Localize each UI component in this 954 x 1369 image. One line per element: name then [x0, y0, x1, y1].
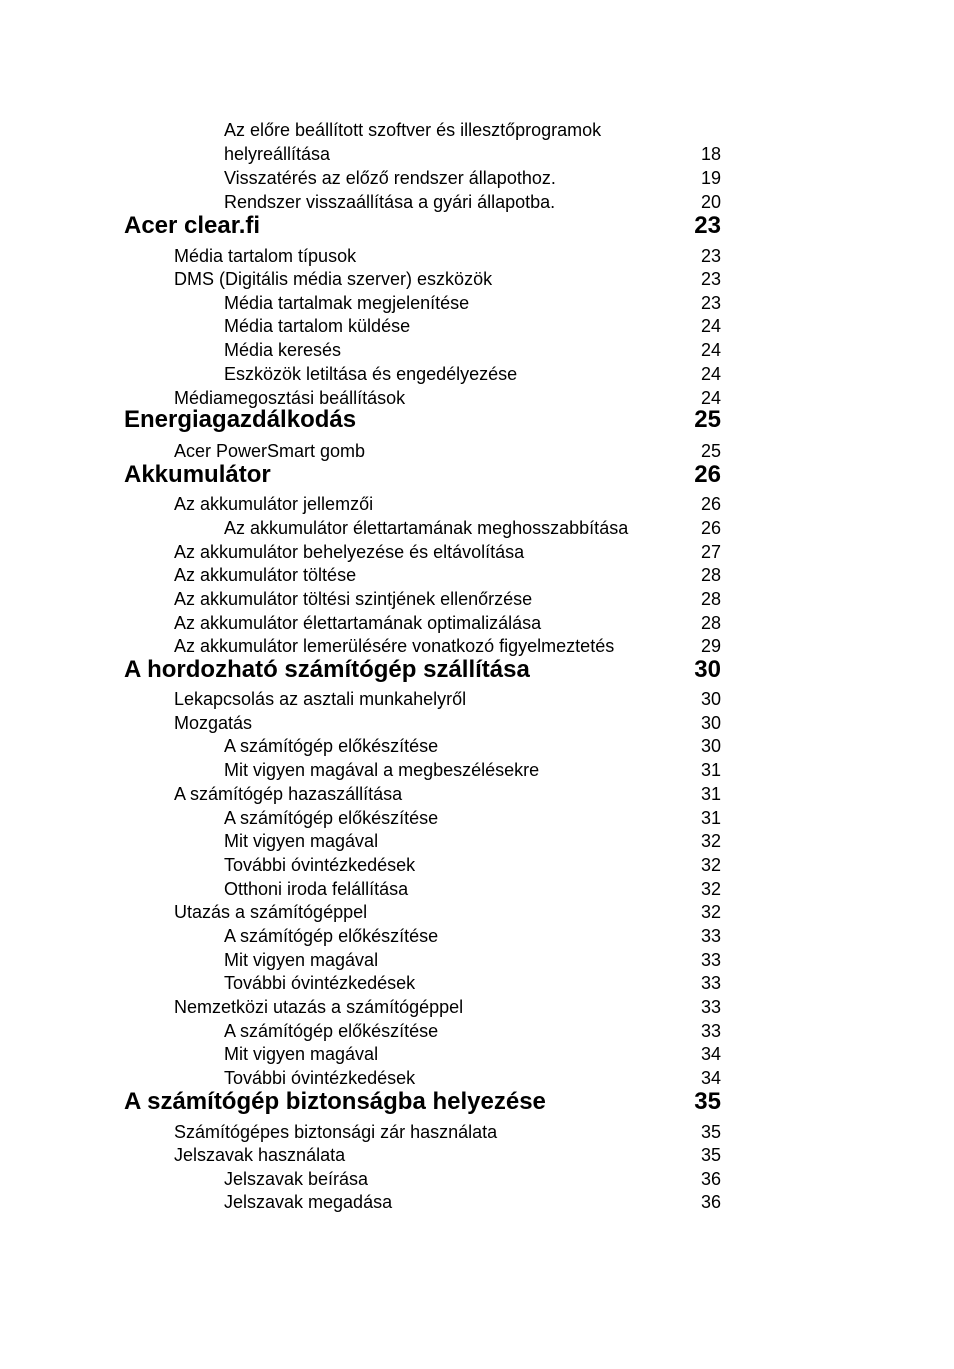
toc-entry-page: 25	[694, 406, 721, 433]
toc-entry-title: Média tartalom típusok	[174, 246, 357, 266]
toc-entry-page: 26	[694, 461, 721, 488]
toc-entry-page: 32	[700, 831, 721, 851]
toc-entry-title: Nemzetközi utazás a számítógéppel	[174, 997, 464, 1017]
toc-entry-page: 35	[694, 1088, 721, 1115]
toc-entry-page: 19	[700, 168, 721, 188]
toc-entry-title: Mit vigyen magával	[224, 831, 379, 851]
toc-entry-page: 23	[700, 246, 721, 266]
toc-entry-page: 36	[700, 1192, 721, 1212]
toc-entry-title: Az akkumulátor töltése	[174, 565, 357, 585]
toc-entry-page: 33	[700, 950, 721, 970]
toc-entry-title: A számítógép előkészítése	[224, 808, 439, 828]
toc-entry-title: További óvintézkedések	[224, 1068, 416, 1088]
toc-entry-title: Rendszer visszaállítása a gyári állapotba.	[224, 192, 556, 212]
toc-entry-title: DMS (Digitális média szerver) eszközök	[174, 269, 493, 289]
toc-entry-title: Acer clear.fi	[124, 212, 261, 239]
toc-entry-page: 33	[700, 973, 721, 993]
toc-entry-title: Visszatérés az előző rendszer állapothoz.	[224, 168, 556, 188]
toc-entry-title: A hordozható számítógép szállítása	[124, 656, 530, 683]
toc-entry-title: Mit vigyen magával a megbeszélésekre	[224, 760, 540, 780]
toc-entry-page: 24	[700, 340, 721, 360]
toc-entry-page: 29	[700, 636, 721, 656]
toc-entry-page: 30	[700, 713, 721, 733]
toc-entry-page: 18	[700, 144, 721, 164]
toc-entry-title: Média keresés	[224, 340, 342, 360]
toc-entry-page: 31	[700, 784, 721, 804]
toc-entry-title: Az akkumulátor töltési szintjének ellenőrzése	[174, 589, 533, 609]
toc-entry-title: Lekapcsolás az asztali munkahelyről	[174, 689, 467, 709]
toc-entry-page: 23	[700, 293, 721, 313]
toc-entry-title: Mit vigyen magával	[224, 950, 379, 970]
toc-entry-title: Az akkumulátor lemerülésére vonatkozó figyelmeztetés	[174, 636, 615, 656]
toc-entry-title: A számítógép előkészítése	[224, 1021, 439, 1041]
toc-entry-page: 35	[700, 1145, 721, 1165]
toc-entry-title: helyreállítása	[224, 144, 331, 164]
toc-entry-title: Energiagazdálkodás	[124, 406, 357, 433]
toc-entry-page: 30	[700, 689, 721, 709]
toc-entry-title: Az előre beállított szoftver és illesztőprogramok	[224, 120, 602, 140]
toc-entry-title: Acer PowerSmart gomb	[174, 441, 366, 461]
toc-entry-page: 23	[700, 269, 721, 289]
toc-entry-page: 26	[700, 494, 721, 514]
toc-entry-page: 36	[700, 1169, 721, 1189]
toc-entry-title: Médiamegosztási beállítások	[174, 388, 406, 408]
toc-entry-title: Akkumulátor	[124, 461, 271, 488]
toc-entry-page: 24	[700, 388, 721, 408]
toc-entry-page: 28	[700, 589, 721, 609]
toc-entry-title: Az akkumulátor behelyezése és eltávolítása	[174, 542, 525, 562]
toc-entry-title: Mozgatás	[174, 713, 253, 733]
toc-entry-page: 30	[700, 736, 721, 756]
toc-entry-page: 34	[700, 1044, 721, 1064]
toc-entry-title: A számítógép hazaszállítása	[174, 784, 403, 804]
toc-entry-title: Számítógépes biztonsági zár használata	[174, 1122, 498, 1142]
toc-entry-title: Az akkumulátor élettartamának meghosszabbítása	[224, 518, 629, 538]
toc-entry-page: 34	[700, 1068, 721, 1088]
toc-entry-title: Jelszavak beírása	[224, 1169, 369, 1189]
toc-entry-page: 32	[700, 855, 721, 875]
toc-entry-title: Média tartalmak megjelenítése	[224, 293, 470, 313]
toc-entry-page: 23	[694, 212, 721, 239]
toc-entry-title: A számítógép előkészítése	[224, 736, 439, 756]
toc-entry-page: 28	[700, 613, 721, 633]
toc-entry-page: 25	[700, 441, 721, 461]
toc-entry-page: 35	[700, 1122, 721, 1142]
toc-entry-title: Otthoni iroda felállítása	[224, 879, 409, 899]
toc-entry-page: 31	[700, 808, 721, 828]
toc-entry-title: További óvintézkedések	[224, 855, 416, 875]
toc-entry-page: 33	[700, 997, 721, 1017]
toc-entry-page: 24	[700, 364, 721, 384]
toc-entry-page: 24	[700, 316, 721, 336]
toc-entry-page: 30	[694, 656, 721, 683]
toc-entry-title: A számítógép biztonságba helyezése	[124, 1088, 546, 1115]
toc-entry-page: 32	[700, 902, 721, 922]
toc-entry-page: 32	[700, 879, 721, 899]
toc-entry-title: Az akkumulátor élettartamának optimalizálása	[174, 613, 542, 633]
toc-entry-title: Eszközök letiltása és engedélyezése	[224, 364, 518, 384]
toc-entry-page: 31	[700, 760, 721, 780]
toc-entry-page: 20	[700, 192, 721, 212]
toc-entry-title: Mit vigyen magával	[224, 1044, 379, 1064]
toc-entry-title: Média tartalom küldése	[224, 316, 411, 336]
toc-entry-page: 33	[700, 1021, 721, 1041]
toc-entry-page: 26	[700, 518, 721, 538]
toc-entry-title: Az akkumulátor jellemzői	[174, 494, 374, 514]
toc-entry-title: A számítógép előkészítése	[224, 926, 439, 946]
toc-entry-page: 28	[700, 565, 721, 585]
toc-entry-page: 33	[700, 926, 721, 946]
toc-entry-title: Jelszavak használata	[174, 1145, 346, 1165]
toc-entry-title: Utazás a számítógéppel	[174, 902, 368, 922]
toc-entry-title: További óvintézkedések	[224, 973, 416, 993]
toc-entry-page: 27	[700, 542, 721, 562]
toc-entry-title: Jelszavak megadása	[224, 1192, 393, 1212]
